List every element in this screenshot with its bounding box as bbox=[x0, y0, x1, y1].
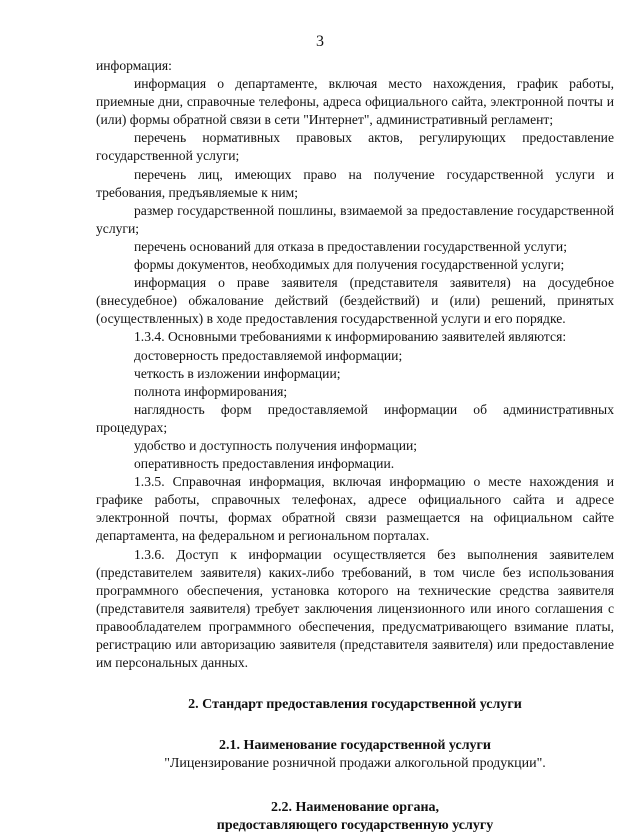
paragraph: достоверность предоставляемой информации; bbox=[134, 347, 403, 363]
paragraph: четкость в изложении информации; bbox=[134, 365, 341, 381]
paragraph: 1.3.4. Основными требованиями к информированию заявителей являются: bbox=[134, 329, 567, 345]
paragraph: 1.3.6. Доступ к информации осуществляется без выполнения заявителем (представителем заявителя) каких-либо требований, в том числе без использования программного обеспечения, установка которого на технические средства заявителя (представителя заявителя) требует заключения лицензионного или иного соглашения с правообладателем программного обеспечения, предусматривающего взимание платы, регистрацию или авторизацию заявителя (представителя заявителя) или предоставление им персональных данных. bbox=[96, 546, 614, 671]
paragraph: информация о праве заявителя (представителя заявителя) на досудебное (внесудебное) обжалование действий (бездействий) и (или) решений, принятых (осуществленных) в ходе предоставления государственной услуги и его порядке. bbox=[96, 275, 614, 327]
section-2-2-heading-line1: 2.2. Наименование органа, bbox=[270, 800, 440, 816]
paragraph: информация о департаменте, включая место нахождения, график работы, приемные дни, справочные телефоны, адреса официального сайта, электронной почты и (или) формы обратной связи в сети "Интернет", административный регламент; bbox=[96, 76, 614, 128]
paragraph: 1.3.5. Справочная информация, включая информацию о месте нахождения и графике работы, справочных телефонах, адресе официального сайта и адресе электронной почты, формах обратной связи размещается на официальном сайте департамента, на федеральном и региональном порталах. bbox=[96, 474, 614, 544]
section-2-2-heading bbox=[96, 799, 614, 835]
paragraph: перечень лиц, имеющих право на получение государственной услуги и требования, предъявляемые к ним; bbox=[96, 166, 614, 200]
service-name: "Лицензирование розничной продажи алкогольной продукции". bbox=[164, 756, 546, 772]
section-2-heading: 2. Стандарт предоставления государственной услуги bbox=[188, 697, 522, 713]
section-2-1-heading: 2.1. Наименование государственной услуги bbox=[219, 738, 491, 754]
paragraph: удобство и доступность получения информации; bbox=[134, 437, 418, 453]
paragraph: полнота информирования; bbox=[134, 383, 288, 399]
page-number: 3 bbox=[316, 33, 324, 50]
paragraph: наглядность форм предоставляемой информации об административных процедурах; bbox=[96, 401, 614, 435]
document-body bbox=[96, 57, 614, 835]
section-2-2-heading-line2: предоставляющего государственную услугу bbox=[216, 818, 494, 834]
paragraph: перечень оснований для отказа в предоставлении государственной услуги; bbox=[134, 238, 567, 254]
paragraph: информация: bbox=[96, 58, 172, 73]
paragraph: перечень нормативных правовых актов, регулирующих предоставление государственной услуги; bbox=[96, 130, 614, 164]
paragraph: размер государственной пошлины, взимаемой за предоставление государственной услуги; bbox=[96, 202, 614, 236]
paragraph: оперативность предоставления информации. bbox=[134, 456, 395, 472]
paragraph: формы документов, необходимых для получения государственной услуги; bbox=[134, 257, 565, 273]
